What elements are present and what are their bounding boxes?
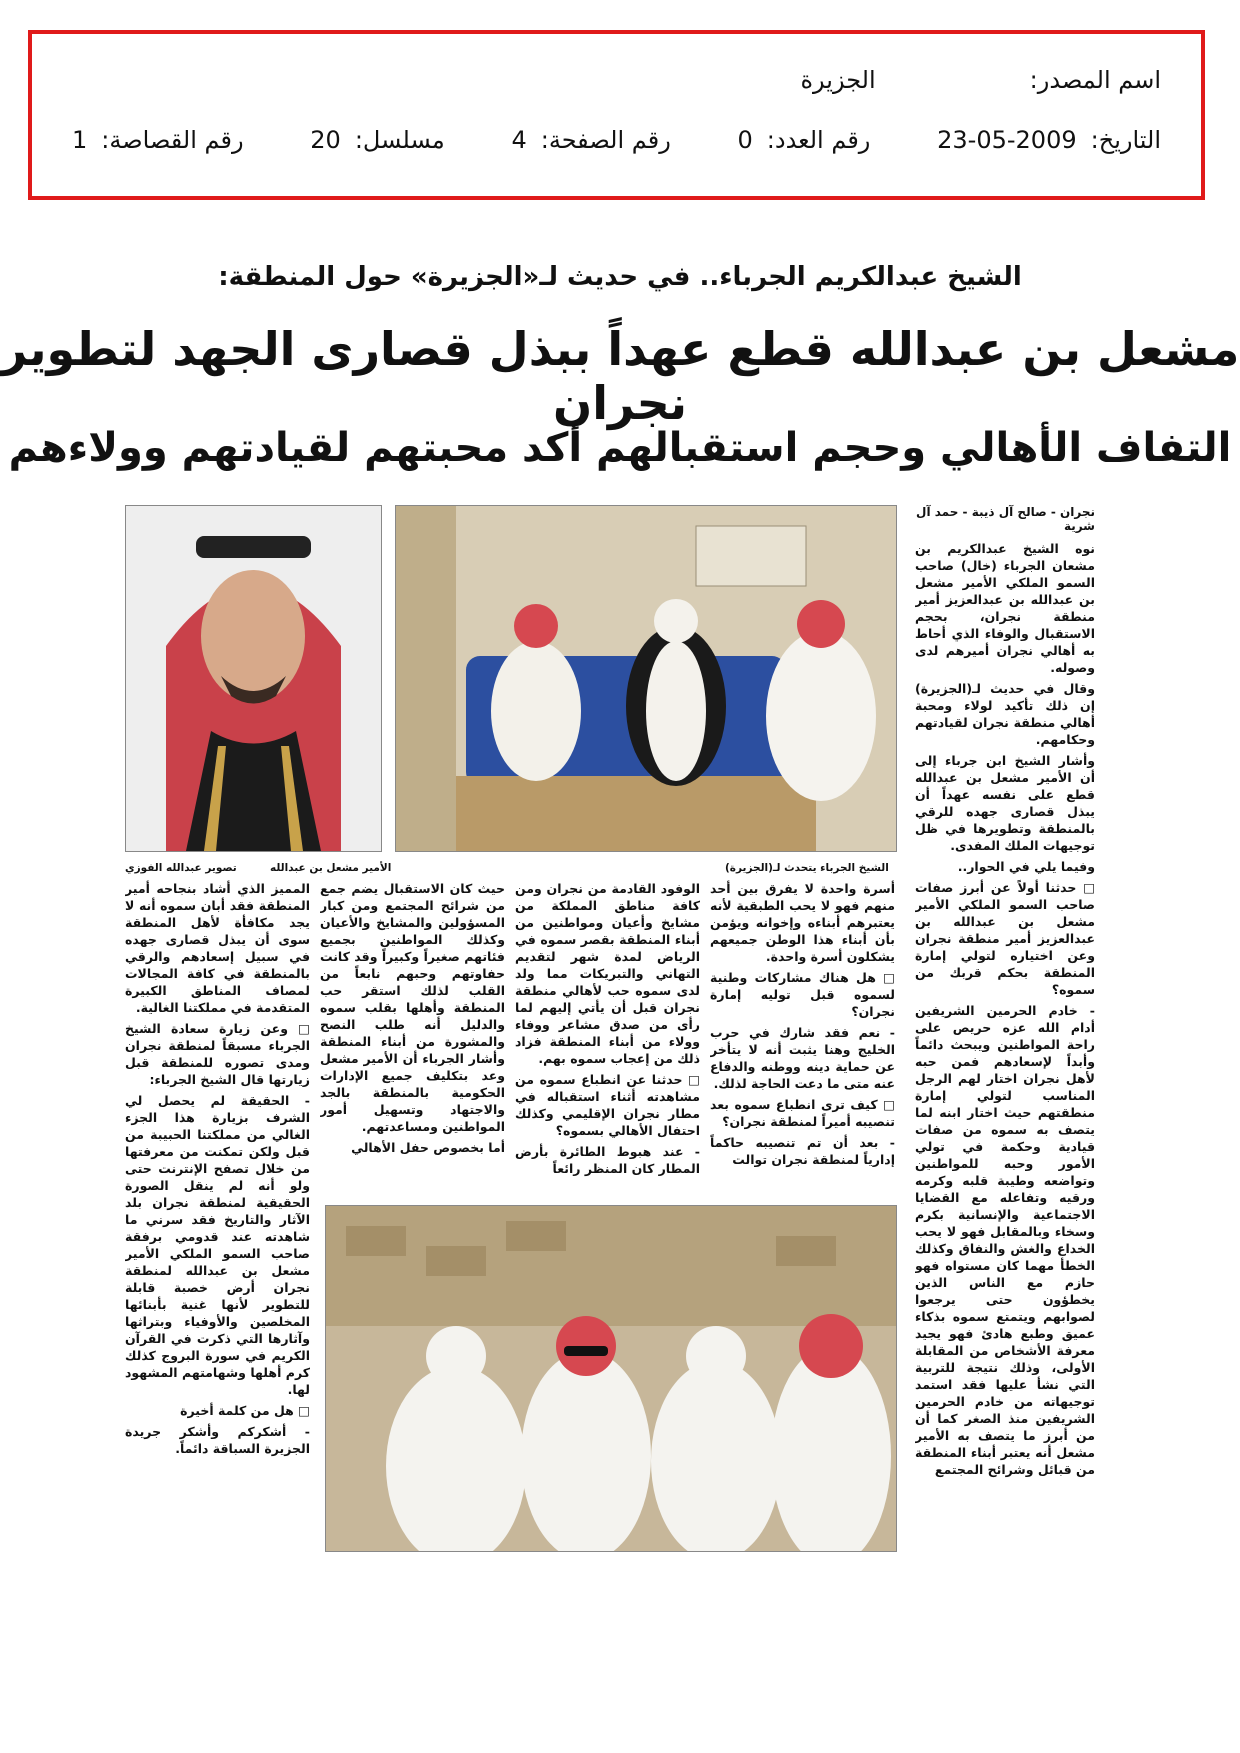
- paragraph: □ وعن زيارة سعادة الشيخ الجرباء مسبقاً لمنطقة نجران ومدى تصوره للمنطقة قبل زيارتها قال الشيخ الجرباء:: [125, 1021, 310, 1087]
- clipping-metadata-box: [28, 30, 1205, 200]
- paragraph: المميز الذي أشاد بنجاحه أمير المنطقة فقد أبان سموه أنه لا يجد مكافأة لأهل المنطقة سوى أن يبذل قصارى جهده في سبيل إسعادهم والرقي بالمنطقة في كافة المجالات لمصاف المناطق الكبيرة المتقدمة في مملكتنا الغالية.: [125, 881, 310, 1015]
- clip-field: [72, 126, 244, 154]
- issue-value: 0: [737, 126, 753, 154]
- paragraph: الوفود القادمة من نجران ومن كافة مناطق المملكة من مشايخ وأعيان ومواطنين من أبناء المنطقة بقصر سموه في الرياض لمدة شهر لتقديم التهاني والتبريكات مما ولد لدى سموه حب لأهالي منطقة نجران قبل أن يأتي إليهم لما رأى من صدق مشاعر ووفاء وولاء من أبناء المنطقة فزاد ذلك من إعجاب سموه بهم.: [515, 881, 700, 1066]
- article-byline: نجران - صالح آل ذيبة - حمد آل شرية: [916, 505, 1095, 533]
- serial-value: 20: [310, 126, 341, 154]
- paragraph: □ حدثنا أولاً عن أبرز صفات صاحب السمو الملكي الأمير مشعل بن عبدالله بن عبدالعزيز أمير منطقة نجران وعن اختياره لتولي إمارة المنطقة بحكم قربك من سموه؟: [915, 880, 1095, 997]
- paragraph: حيث كان الاستقبال يضم جمع من شرائح المجتمع ومن كبار المسؤولين والمشايخ والأعيان وكذلك المواطنين بجميع فئاتهم صغيراً وكبيراً وقد كانت حفاوتهم وحبهم نابعاً من القلب لذلك استقر حب المنطقة وأهلها بقلب سموه والدليل أنه طلب النصح والمشورة من أبناء المنطقة وأشار الجرباء أن الأمير مشعل وعد بتكليف جميع الإدارات الحكومية بالمنطقة بالجد والاجتهاد وتسهيل أمور المواطنين ومساعدتهم.: [320, 881, 505, 1134]
- article-column-5: [125, 880, 310, 1545]
- paragraph: نوه الشيخ عبدالكريم بن مشعان الجرباء (خال) صاحب السمو الملكي الأمير مشعل بن عبدالله بن عبدالعزيز أمير منطقة نجران، بحجم الاستقبال والوفاء الذي أحاط به أهالي نجران أميرهم لدى وصوله.: [915, 541, 1095, 675]
- page-field: [511, 126, 670, 154]
- paragraph: - أشكركم وأشكر جريدة الجزيرة السباقة دائماً.: [125, 1424, 310, 1456]
- article-column-1: [915, 540, 1095, 1540]
- page-label: رقم الصفحة:: [540, 126, 671, 154]
- serial-field: [310, 126, 444, 154]
- source-field: [800, 66, 1161, 94]
- clip-value: 1: [72, 126, 88, 154]
- paragraph: أسرة واحدة لا يفرق بين أحد منهم فهو لا يحب الطبقية لأنه يعتبرهم أبناءه وإخوانه ويؤمن بأن أبناء هذا الوطن جميعهم يشكلون أسرة واحدة.: [710, 881, 895, 964]
- meeting-photo: [395, 505, 897, 852]
- paragraph: أما بخصوص حفل الأهالي: [351, 1140, 505, 1155]
- paragraph: □ حدثنا عن انطباع سموه من مشاهدته أثناء استقباله في مطار نجران الإقليمي وكذلك احتفال الأهالي بسموه؟: [515, 1072, 700, 1138]
- source-label: اسم المصدر:: [1029, 66, 1161, 94]
- article-subheadline: التفاف الأهالي وحجم استقبالهم أكد محبتهم لقيادتهم وولاءهم: [8, 425, 1232, 471]
- paragraph: وفيما يلي في الحوار..: [957, 859, 1095, 874]
- meeting-photo-caption: الشيخ الجرباء يتحدث لـ(الجزيرة): [725, 862, 889, 874]
- source-value: الجزيرة: [800, 66, 876, 94]
- group-photo-illustration: [326, 1206, 896, 1551]
- paragraph: - خادم الحرمين الشريفين أدام الله عزه حريص على راحة المواطنين ويبحث دائماً وأبداً لإسعادهم فمن حبه لأهل نجران اختار لهم الرجل المناسب لتولي إمارة منطقتهم حيث اختار ابنه لما يتصف به سموه من صفات قيادية وحكمة في تولي الأمور وحبه للمواطنين وتواضعه وطيبة قلبه وكرمه ورقيه وتفاعله مع القضايا الاجتماعية والإنسانية بكرم وسخاء وبالمقابل فهو لا يحب الخداع والغش والنفاق وكذلك الخطأ مهما كان مستواه فهو حازم مع الناس الذين يخطؤون حتى يرجعوا لصوابهم ويتمتع سموه بذكاء عميق وطبع هادئ فهو يجيد معرفة الأشخاص من المقابلة الأولى، وذلك نتيجة للتربية التي نشأ عليها فقد استمد توجيهاته من خادم الحرمين الشريفين منذ الصغر كما أن من أبرز ما يتصف به الأمير مشعل أنه يعتبر أبناء المنطقة من قبائل وشرائح المجتمع: [915, 1003, 1095, 1477]
- issue-field: [738, 126, 871, 154]
- group-photo: [325, 1205, 897, 1552]
- details-row: [72, 126, 1161, 154]
- article-column-2: [710, 880, 895, 1180]
- date-label: التاريخ:: [1090, 126, 1161, 154]
- article-column-3: [515, 880, 700, 1180]
- date-value: 23-05-2009: [937, 126, 1077, 154]
- page-value: 4: [511, 126, 527, 154]
- paragraph: - بعد أن تم تنصيبه حاكماً إدارياً لمنطقة نجران توالت: [710, 1135, 895, 1167]
- article-column-4: [320, 880, 505, 1180]
- paragraph: - نعم فقد شارك في حرب الخليج وهنا يثبت أنه لا يتأخر عن حماية دينه ووطنه والدفاع عنه متى ما دعت الحاجة لذلك.: [710, 1025, 895, 1091]
- article-headline: مشعل بن عبدالله قطع عهداً ببذل قصارى الجهد لتطوير نجران: [0, 322, 1240, 430]
- paragraph: - الحقيقة لم يحصل لي الشرف بزيارة هذا الجزء الغالي من مملكتنا الحبيبة من قبل ولكن تمكنت من معرفتها من خلال تصفح الإنترنت حتى ولو أنه لم ينقل الصورة الحقيقية لمنطقة نجران بلد الآثار والتاريخ فقد سرني ما شاهدته عند قدومي برفقة صاحب السمو الملكي الأمير مشعل بن عبدالله لمنطقة نجران أرض خصبة قابلة للتطوير لأنها غنية بأبنائها المخلصين والأوفياء وبتراثها وآثارها التي ذكرت في القرآن الكريم في سورة البروج كذلك كرم أهلها وشهامتهم المشهود لها.: [125, 1093, 310, 1397]
- date-field: [937, 126, 1161, 154]
- paragraph: □ كيف ترى انطباع سموه بعد تنصيبه أميراً لمنطقة نجران؟: [710, 1097, 895, 1129]
- portrait-photo-illustration: [126, 506, 381, 851]
- paragraph: □ هل من كلمة أخيرة: [180, 1403, 310, 1418]
- paragraph: □ هل هناك مشاركات وطنية لسموه قبل توليه إمارة نجران؟: [710, 970, 895, 1019]
- portrait-photo: [125, 505, 382, 852]
- issue-label: رقم العدد:: [766, 126, 871, 154]
- paragraph: - عند هبوط الطائرة بأرض المطار كان المنظر رائعاً: [515, 1144, 700, 1176]
- meeting-photo-illustration: [396, 506, 896, 851]
- clip-label: رقم القصاصة:: [101, 126, 244, 154]
- source-row: [72, 66, 1161, 94]
- paragraph: وأشار الشيخ ابن جرباء إلى أن الأمير مشعل بن عبدالله قطع على نفسه عهداً أن يبذل قصارى جهده للرقي بالمنطقة وتطويرها في ظل توجيهات الملك المفدى.: [915, 753, 1095, 853]
- photo-credit: تصوير عبدالله الفوزي: [125, 862, 237, 874]
- article-kicker: الشيخ عبدالكريم الجرباء.. في حديث لـ«الجزيرة» حول المنطقة:: [218, 262, 1022, 292]
- serial-label: مسلسل:: [354, 126, 445, 154]
- portrait-photo-caption: الأمير مشعل بن عبدالله: [270, 862, 392, 874]
- paragraph: وقال في حديث لـ(الجزيرة) إن ذلك تأكيد لولاء ومحبة أهالي منطقة نجران لقيادتهم وحكامهم.: [915, 681, 1095, 747]
